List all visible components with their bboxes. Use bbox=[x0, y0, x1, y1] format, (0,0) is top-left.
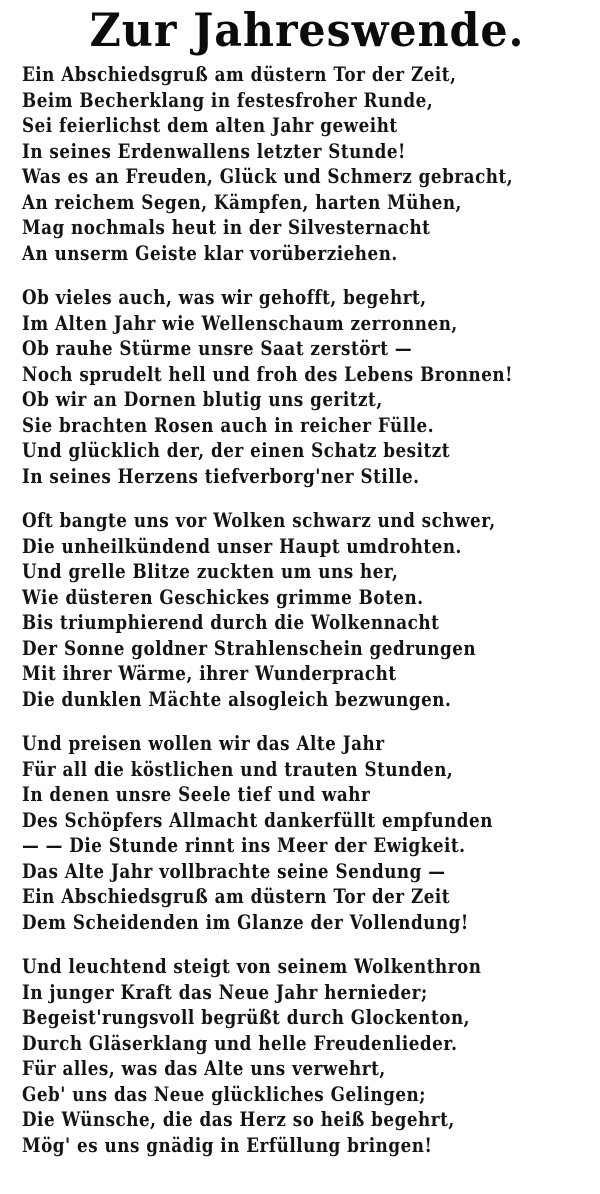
poem-line: Für alles, was das Alte uns verwehrt, bbox=[22, 1057, 386, 1080]
poem-body bbox=[22, 62, 592, 1158]
poem-line: Die Wünsche, die das Herz so heiß begehrt, bbox=[22, 1108, 455, 1131]
poem-line: An reichem Segen, Kämpfen, harten Mühen, bbox=[22, 190, 462, 214]
poem-line: Mit ihrer Wärme, ihrer Wunderpracht bbox=[22, 662, 397, 685]
poem-line: Im Alten Jahr wie Wellenschaum zerronnen, bbox=[22, 311, 458, 335]
poem-line: Das Alte Jahr vollbrachte seine Sendung — bbox=[22, 859, 446, 883]
poem-line: Mag nochmals heut in der Silvesternacht bbox=[22, 216, 431, 239]
poem-title: Zur Jahreswende. bbox=[89, 3, 525, 57]
poem-line: An unserm Geiste klar vorüberziehen. bbox=[22, 241, 398, 265]
poem-line: Und preisen wollen wir das Alte Jahr bbox=[22, 732, 385, 755]
poem-line: Ein Abschiedsgruß am düstern Tor der Zeit, bbox=[22, 63, 457, 86]
poem-line: Und grelle Blitze zuckten um uns her, bbox=[22, 560, 399, 583]
poem-line: Sie brachten Rosen auch in reicher Fülle. bbox=[22, 413, 435, 437]
poem-line: Bis triumphierend durch die Wolkennacht bbox=[22, 611, 440, 634]
poem-line: Die dunklen Mächte alsogleich bezwungen. bbox=[22, 687, 452, 711]
poem-line: Oft bangte uns vor Wolken schwarz und schwer, bbox=[22, 509, 496, 532]
poem-line: Und glücklich der, der einen Schatz besitzt bbox=[22, 439, 451, 462]
poem-line: Dem Scheidenden im Glanze der Vollendung! bbox=[22, 910, 469, 934]
poem-line: In denen unsre Seele tief und wahr bbox=[22, 783, 371, 806]
poem-line: Was es an Freuden, Glück und Schmerz gebracht, bbox=[22, 165, 514, 188]
poem-line: Des Schöpfers Allmacht dankerfüllt empfunden bbox=[22, 808, 493, 832]
poem-line: In seines Erdenwallens letzter Stunde! bbox=[22, 139, 406, 163]
poem-line: — — Die Stunde rinnt ins Meer der Ewigkeit. bbox=[22, 834, 466, 857]
poem-line: In junger Kraft das Neue Jahr hernieder; bbox=[22, 980, 428, 1004]
poem-line: In seines Herzens tiefverborg'ner Stille. bbox=[22, 464, 420, 488]
poem-line: Beim Becherklang in festesfroher Runde, bbox=[22, 88, 434, 112]
stanza bbox=[22, 731, 592, 935]
poem-line: Für all die köstlichen und trauten Stunden, bbox=[22, 757, 454, 781]
poem-line: Mög' es uns gnädig in Erfüllung bringen! bbox=[22, 1133, 433, 1157]
poem-line: Geb' uns das Neue glückliches Gelingen; bbox=[22, 1082, 426, 1106]
poem-line: Begeist'rungsvoll begrüßt durch Glockenton, bbox=[22, 1006, 471, 1029]
poem-line: Der Sonne goldner Strahlenschein gedrungen bbox=[22, 636, 477, 660]
stanza bbox=[22, 954, 592, 1158]
poem-line: Die unheilkündend unser Haupt umdrohten. bbox=[22, 534, 462, 558]
poem-line: Sei feierlichst dem alten Jahr geweiht bbox=[22, 114, 398, 137]
poem-line: Wie düsteren Geschickes grimme Boten. bbox=[22, 585, 424, 609]
poem-line: Ob rauhe Stürme unsre Saat zerstört — bbox=[22, 337, 413, 360]
poem-line: Noch sprudelt hell und froh des Lebens Bronnen! bbox=[22, 362, 514, 386]
poem-line: Ob wir an Dornen blutig uns geritzt, bbox=[22, 388, 383, 411]
poem-line: Ob vieles auch, was wir gehofft, begehrt, bbox=[22, 286, 427, 309]
stanza bbox=[22, 285, 592, 489]
poem-line: Durch Gläserklang und helle Freudenlieder. bbox=[22, 1031, 458, 1055]
poem-line: Ein Abschiedsgruß am düstern Tor der Zeit bbox=[22, 885, 451, 908]
poem-line: Und leuchtend steigt von seinem Wolkenthron bbox=[22, 955, 482, 978]
stanza bbox=[22, 508, 592, 712]
stanza bbox=[22, 62, 592, 266]
